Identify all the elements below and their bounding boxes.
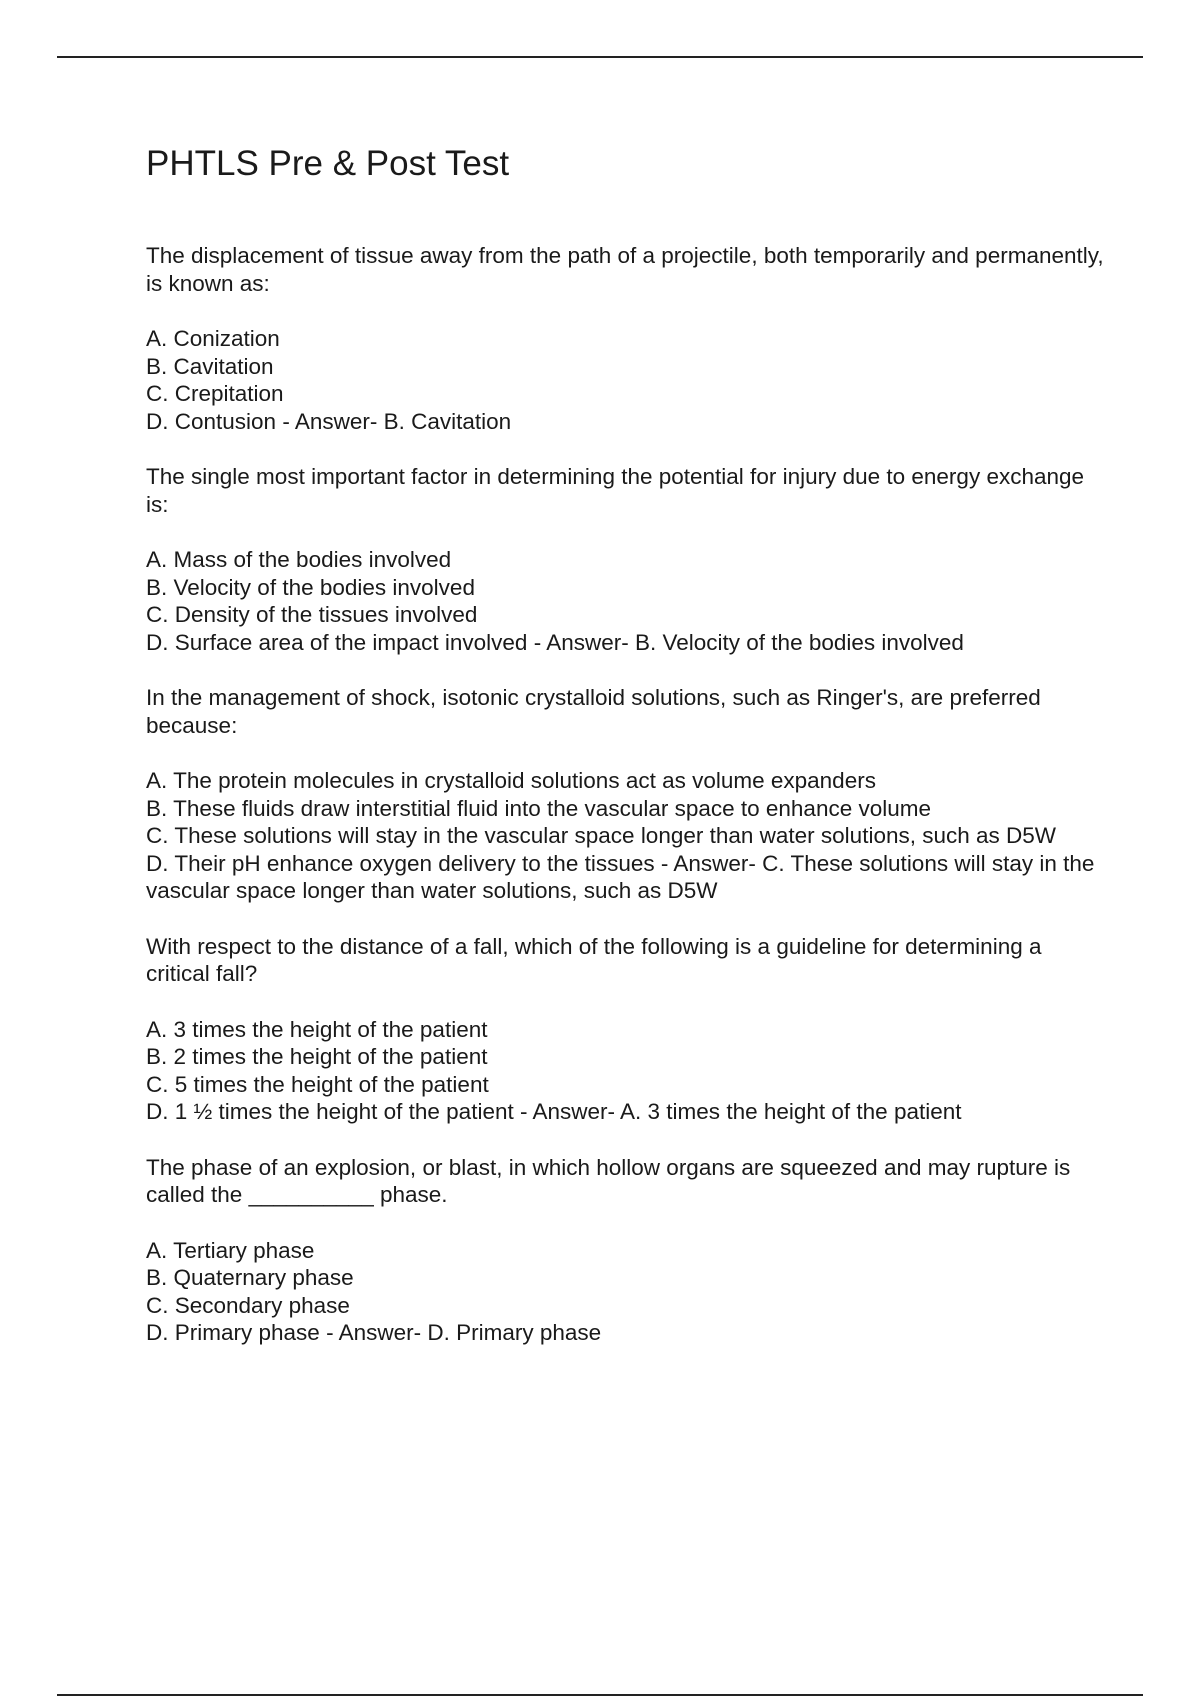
option-d-with-answer: [146, 408, 1106, 436]
question-list: [146, 242, 1106, 1375]
option-d: D. Primary phase: [146, 1320, 320, 1345]
option-list: [146, 546, 1106, 656]
question-text: The phase of an explosion, or blast, in which hollow organs are squeezed and may rupture is called the __________ phase.: [146, 1154, 1071, 1207]
question-text: In the management of shock, isotonic crystalloid solutions, such as Ringer's, are preferred because:: [146, 685, 1041, 738]
option-list: [146, 1016, 1106, 1126]
option-d-with-answer: [146, 1098, 1106, 1126]
option-a: A. Tertiary phase: [146, 1237, 315, 1263]
question-block-4: [146, 933, 1106, 1126]
option-d: D. 1 ½ times the height of the patient: [146, 1099, 514, 1124]
question-block-5: [146, 1154, 1106, 1347]
option-d-with-answer: [146, 1319, 1106, 1347]
option-c: C. Density of the tissues involved: [146, 602, 478, 627]
answer-text: C. These solutions will stay in the vascular space longer than water solutions, such as D5W: [146, 850, 1095, 903]
option-d-with-answer: [146, 629, 1106, 657]
question-block-2: [146, 463, 1106, 656]
option-list: [146, 325, 1106, 435]
answer-separator: - Answer-: [513, 1099, 621, 1124]
option-b: B. 2 times the height of the patient: [146, 1044, 488, 1069]
option-list: [146, 1237, 1106, 1347]
option-d-with-answer: [146, 850, 1106, 905]
option-b: B. Cavitation: [146, 353, 274, 379]
answer-text: B. Cavitation: [383, 408, 512, 434]
answer-text: B. Velocity of the bodies involved: [634, 629, 964, 655]
option-c: C. These solutions will stay in the vascular space longer than water solutions, such as D5W: [146, 823, 1057, 848]
option-a: A. 3 times the height of the patient: [146, 1016, 488, 1042]
page-title: PHTLS Pre & Post Test: [146, 144, 510, 183]
question-text: With respect to the distance of a fall, which of the following is a guideline for determining a critical fall?: [146, 933, 1042, 986]
question-text: The single most important factor in determining the potential for injury due to energy exchange is:: [146, 464, 1085, 517]
option-c: C. 5 times the height of the patient: [146, 1071, 489, 1097]
option-b: B. These fluids draw interstitial fluid into the vascular space to enhance volume: [146, 795, 932, 821]
answer-separator: - Answer-: [276, 408, 384, 434]
question-block-3: [146, 684, 1106, 905]
answer-separator: - Answer-: [527, 629, 635, 655]
answer-separator: - Answer-: [654, 850, 763, 876]
option-b: B. Quaternary phase: [146, 1265, 354, 1290]
option-d: D. Their pH enhance oxygen delivery to the tissues: [146, 850, 655, 876]
answer-text: D. Primary phase: [427, 1320, 602, 1345]
option-c: C. Secondary phase: [146, 1292, 350, 1318]
option-d: D. Surface area of the impact involved: [146, 629, 528, 655]
header-rule: [57, 56, 1143, 58]
option-a: A. The protein molecules in crystalloid solutions act as volume expanders: [146, 768, 876, 793]
option-b: B. Velocity of the bodies involved: [146, 574, 475, 600]
answer-separator: - Answer-: [319, 1320, 428, 1345]
option-a: A. Conization: [146, 326, 280, 351]
option-list: [146, 767, 1106, 905]
option-a: A. Mass of the bodies involved: [146, 547, 452, 572]
option-c: C. Crepitation: [146, 381, 284, 406]
question-block-1: [146, 242, 1106, 435]
question-text: The displacement of tissue away from the path of a projectile, both temporarily and permanently, is known as:: [146, 243, 1104, 296]
answer-text: A. 3 times the height of the patient: [620, 1099, 962, 1124]
option-d: D. Contusion: [146, 408, 277, 434]
footer-rule: [57, 1694, 1143, 1696]
